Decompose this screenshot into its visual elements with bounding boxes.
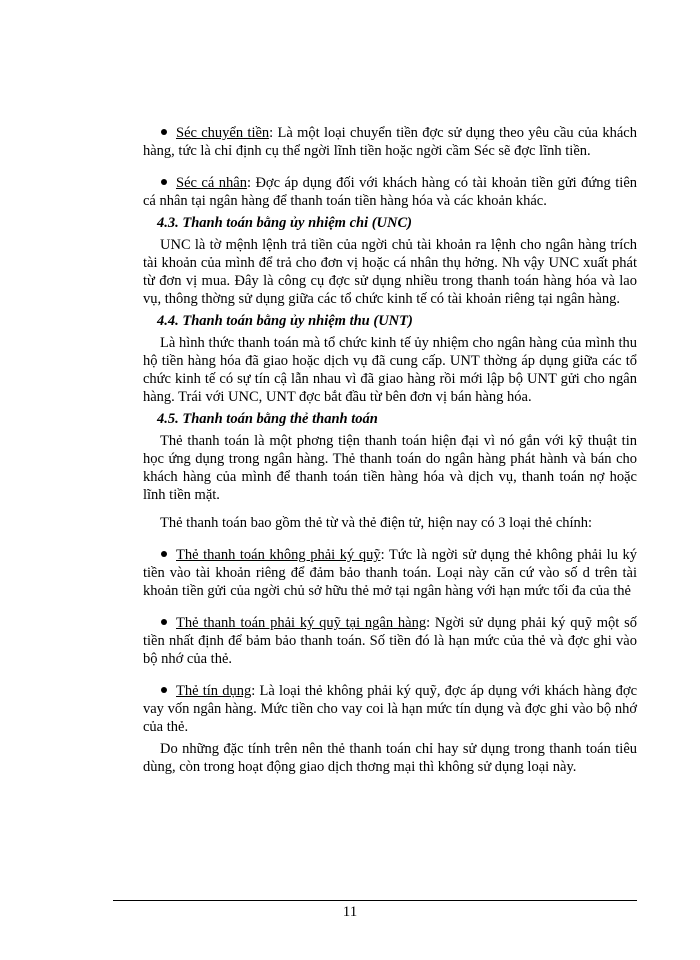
desc: : Là loại thẻ không phải ký quỹ, đợc áp dụng với khách hàng đợc vay vốn ngân hàng. Mức tiền cho vay coi là hạn mức tín dụng và đợc ghi vào bộ nhớ của thẻ. xyxy=(143,683,637,735)
paragraph-4-4: Là hình thức thanh toán mà tổ chức kinh tế ủy nhiệm cho ngân hàng của mình thu hộ tiền hàng hóa đã giao hoặc dịch vụ đã cung cấp. UNT thờng áp dụng giữa các tổ chức kinh tế có sự tín cậ lẫn nhau vì đã giao hàng rồi mới lập bộ UNT gửi cho ngân hàng. Trái với UNC, UNT đợc bắt đầu từ bên đơn vị bán hàng hóa. xyxy=(143,335,637,405)
heading-4-3: 4.3. Thanh toán bằng ủy nhiệm chi (UNC) xyxy=(157,215,413,231)
bullet-sec-ca-nhan xyxy=(143,174,637,210)
term: Thẻ thanh toán phải ký quỹ tại ngân hàng xyxy=(176,615,427,631)
footer-divider xyxy=(113,900,637,901)
desc: : Ngời sử dụng phải ký quỹ một số tiền nhất định để bảm bảo thanh toán. Số tiền đó là hạn mức của thẻ và đợc ghi vào bộ nhớ của thẻ. xyxy=(143,615,637,667)
paragraph-4-5a: Thẻ thanh toán là một phơng tiện thanh toán hiện đại vì nó gắn với kỹ thuật tin học ứng dụng trong ngân hàng. Thẻ thanh toán do ngân hàng phát hành và bán cho khách hàng của mình để thanh toán tiền hàng hóa và dịch vụ, thanh toán nợ hoặc lĩnh tiền mặt. xyxy=(143,433,637,503)
bullet-icon xyxy=(161,179,167,185)
desc: : Đợc áp dụng đối với khách hàng có tài khoản tiền gửi đứng tiên cá nhân tại ngân hàng để thanh toán tiền hàng hóa và các khoản khác. xyxy=(143,175,638,209)
bullet-sec-chuyen-tien xyxy=(143,124,637,160)
bullet-icon xyxy=(161,551,167,557)
desc: : Tức là ngời sử dụng thẻ không phải lu ký tiền vào tài khoản riêng để đảm bảo thanh toán. Loại này căn cứ vào số d trên tài khoản tiền gửi của ngời chủ sở hữu thẻ mở tại ngân hàng với hạn mức tối đa của thẻ xyxy=(143,547,638,599)
page-body xyxy=(143,120,637,776)
page-number: 11 xyxy=(342,904,358,920)
heading-4-5: 4.5. Thanh toán bằng thẻ thanh toán xyxy=(157,411,378,427)
bullet-icon xyxy=(161,619,167,625)
term: Séc chuyển tiền xyxy=(176,125,270,141)
bullet-the-ky-quy xyxy=(143,614,637,668)
desc: : Là một loại chuyển tiền đợc sử dụng theo yêu cầu của khách hàng, tức là chỉ định cụ thể ngời lĩnh tiền hoặc ngời cầm Séc sẽ đợc lĩnh tiền. xyxy=(143,125,637,159)
bullet-icon xyxy=(161,687,167,693)
bullet-the-tin-dung xyxy=(143,682,637,736)
bullet-icon xyxy=(161,129,167,135)
heading-4-4: 4.4. Thanh toán bằng ủy nhiệm thu (UNT) xyxy=(157,313,413,329)
bullet-the-khong-ky-quy xyxy=(143,546,637,600)
term: Séc cá nhân xyxy=(176,175,247,191)
paragraph-4-5b: Thẻ thanh toán bao gồm thẻ từ và thẻ điện tử, hiện nay có 3 loại thẻ chính: xyxy=(160,515,593,531)
paragraph-4-3: UNC là tờ mệnh lệnh trả tiền của ngời chủ tài khoản ra lệnh cho ngân hàng trích tài khoản của mình để trả cho đơn vị hoặc cá nhân thụ hởng. Nh vậy UNC xuất phát từ đơn vị mua. Đây là công cụ đợc sử dụng nhiều trong thanh toán hàng hóa và lao vụ, thông thờng sử dụng giữa các tổ chức kinh tế có tài khoản riêng tại ngân hàng. xyxy=(143,237,637,307)
term: Thẻ tín dụng xyxy=(176,683,252,699)
paragraph-conclusion: Do những đặc tính trên nên thẻ thanh toán chỉ hay sử dụng trong thanh toán tiêu dùng, còn trong hoạt động giao dịch thơng mại thì không sử dụng loại này. xyxy=(143,741,637,775)
term: Thẻ thanh toán không phải ký quỹ xyxy=(176,547,381,563)
